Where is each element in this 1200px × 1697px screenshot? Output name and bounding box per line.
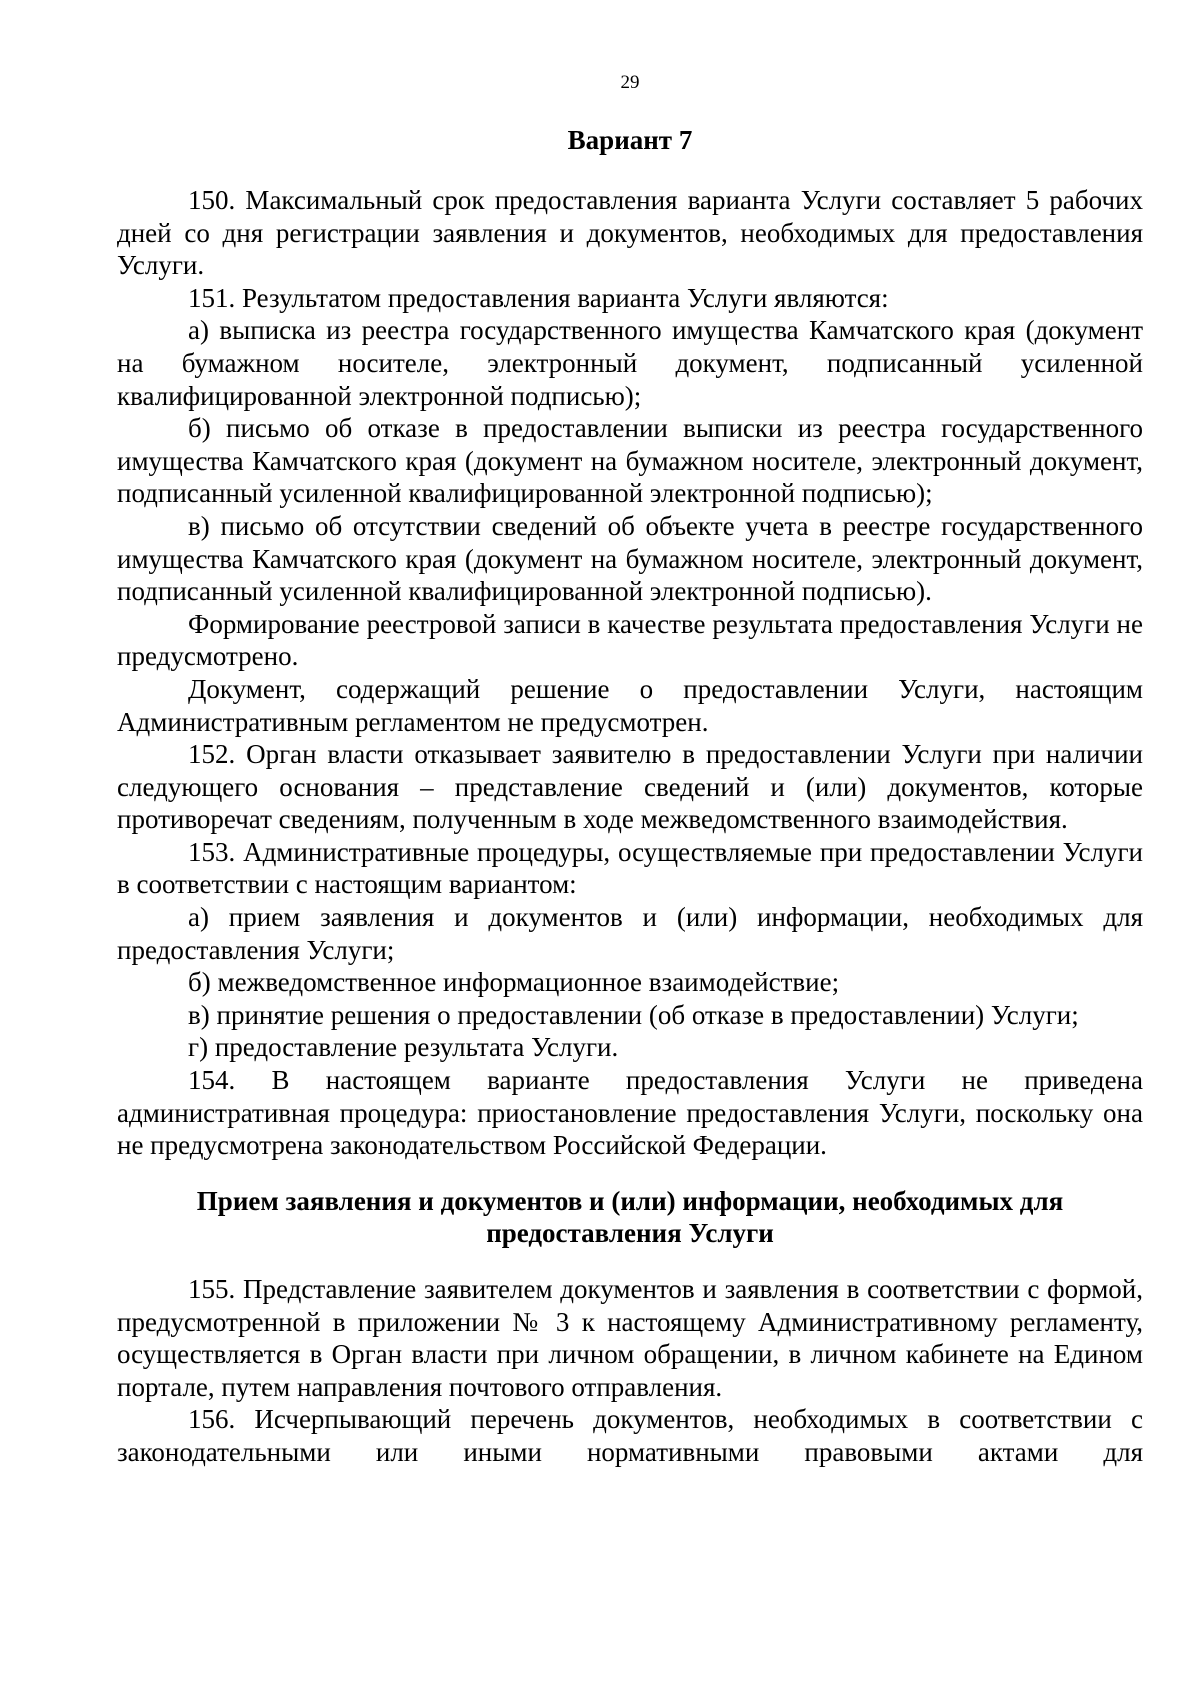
paragraph-153-a: а) прием заявления и документов и (или) информации, необходимых для предоставления Услуги;	[117, 902, 1143, 965]
variant-body	[117, 184, 1143, 1162]
section-body	[117, 1273, 1143, 1469]
page-number: 29	[620, 72, 640, 93]
variant-heading: Вариант 7	[567, 125, 693, 155]
section-heading-line-2: предоставления Услуги	[486, 1218, 774, 1248]
paragraph-151: 151. Результатом предоставления варианта Услуги являются:	[188, 282, 889, 313]
paragraph-155: 155. Представление заявителем документов и заявления в соответствии с формой, предусмотренной в приложении № 3 к настоящему Административному регламенту, осуществляется в Орган власти при личном обращении, в личном кабинете на Едином портале, путем направления почтового отправления.	[117, 1274, 1143, 1402]
paragraph-150: 150. Максимальный срок предоставления варианта Услуги составляет 5 рабочих дней со дня регистрации заявления и документов, необходимых для предоставления Услуги.	[117, 185, 1143, 281]
paragraph-registry-record: Формирование реестровой записи в качестве результата предоставления Услуги не предусмотрено.	[117, 608, 1143, 672]
paragraph-153-v: в) принятие решения о предоставлении (об отказе в предоставлении) Услуги;	[188, 999, 1079, 1030]
paragraph-153-g: г) предоставление результата Услуги.	[188, 1032, 619, 1063]
section-heading-line-1: Прием заявления и документов и (или) информации, необходимых для	[196, 1186, 1064, 1216]
paragraph-152: 152. Орган власти отказывает заявителю в предоставлении Услуги при наличии следующего основания – представление сведений и (или) документов, которые противоречат сведениям, полученным в ходе межведомственного взаимодействия.	[117, 739, 1143, 835]
paragraph-153: 153. Административные процедуры, осуществляемые при предоставлении Услуги в соответствии с настоящим вариантом:	[117, 836, 1143, 900]
paragraph-156: 156. Исчерпывающий перечень документов, необходимых в соответствии с законодательными или иными нормативными правовыми актами для	[117, 1404, 1143, 1467]
paragraph-151-v: в) письмо об отсутствии сведений об объекте учета в реестре государственного имущества Камчатского края (документ на бумажном носителе, электронный документ, подписанный усиленной квалифицированной электронной подписью).	[117, 510, 1143, 607]
paragraph-decision-document: Документ, содержащий решение о предоставлении Услуги, настоящим Административным регламентом не предусмотрен.	[117, 673, 1143, 737]
section-heading	[117, 1185, 1143, 1249]
paragraph-154: 154. В настоящем варианте предоставления Услуги не приведена административная процедура: приостановление предоставления Услуги, поскольку она не предусмотрена законодательством Российской Федерации.	[117, 1065, 1143, 1161]
paragraph-153-b: б) межведомственное информационное взаимодействие;	[188, 967, 840, 998]
paragraph-151-b: б) письмо об отказе в предоставлении выписки из реестра государственного имущества Камчатского края (документ на бумажном носителе, электронный документ, подписанный усиленной квалифицированной электронной подписью);	[117, 413, 1143, 509]
paragraph-151-a: а) выписка из реестра государственного имущества Камчатского края (документ на бумажном носителе, электронный документ, подписанный усиленной квалифицированной электронной подписью);	[117, 315, 1143, 411]
